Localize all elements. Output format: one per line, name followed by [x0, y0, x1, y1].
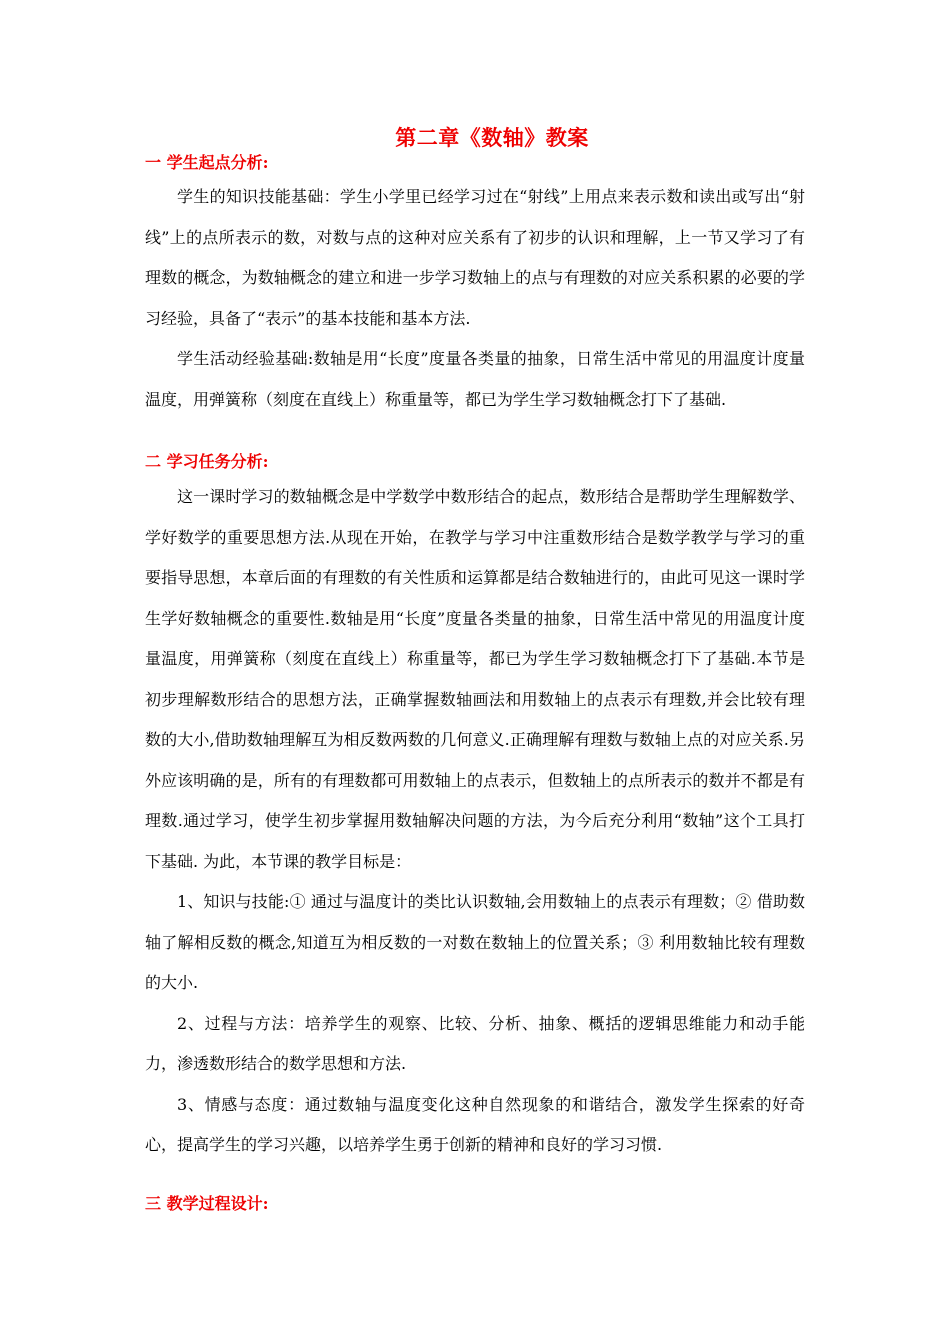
section-heading-1: 一 学生起点分析: — [145, 153, 269, 172]
document-title: 第二章《数轴》教案 — [395, 125, 589, 150]
paragraph: 3、情感与态度：通过数轴与温度变化这种自然现象的和谐结合，激发学生探索的好奇心，提高学生的学习兴趣，以培养学生勇于创新的精神和良好的学习习惯. — [145, 1094, 805, 1154]
section-heading-3: 三 教学过程设计: — [145, 1194, 269, 1213]
paragraph: 学生活动经验基础:数轴是用“长度”度量各类量的抽象，日常生活中常见的用温度计度量温度，用弹簧称（刻度在直线上）称重量等，都已为学生学习数轴概念打下了基础. — [145, 349, 805, 409]
section-body-2 — [145, 477, 805, 1166]
paragraph: 2、过程与方法：培养学生的观察、比较、分析、抽象、概括的逻辑思维能力和动手能力，渗透数形结合的数学思想和方法. — [145, 1013, 805, 1073]
paragraph: 1、知识与技能:① 通过与温度计的类比认识数轴,会用数轴上的点表示有理数；② 借助数轴了解相反数的概念,知道互为相反数的一对数在数轴上的位置关系；③ 利用数轴比较有理数的大小. — [145, 892, 805, 992]
paragraph: 这一课时学习的数轴概念是中学数学中数形结合的起点，数形结合是帮助学生理解数学、学好数学的重要思想方法.从现在开始，在教学与学习中注重数形结合是数学教学与学习的重要指导思想，本章后面的有理数的有关性质和运算都是结合数轴进行的，由此可见这一课时学生学好数轴概念的重要性.数轴是用“长度”度量各类量的抽象，日常生活中常见的用温度计度量温度，用弹簧称（刻度在直线上）称重量等，都已为学生学习数轴概念打下了基础.本节是初步理解数形结合的思想方法，正确掌握数轴画法和用数轴上的点表示有理数,并会比较有理数的大小,借助数轴理解互为相反数两数的几何意义.正确理解有理数与数轴上点的对应关系.另外应该明确的是，所有的有理数都可用数轴上的点表示，但数轴上的点所表示的数并不都是有理数.通过学习，使学生初步掌握用数轴解决问题的方法，为今后充分利用“数轴”这个工具打下基础. 为此，本节课的教学目标是： — [145, 487, 805, 871]
section-body-1 — [145, 177, 805, 420]
paragraph: 学生的知识技能基础：学生小学里已经学习过在“射线”上用点来表示数和读出或写出“射线”上的点所表示的数，对数与点的这种对应关系有了初步的认识和理解，上一节又学习了有理数的概念，为数轴概念的建立和进一步学习数轴上的点与有理数的对应关系积累的必要的学习经验，具备了“表示”的基本技能和基本方法. — [145, 187, 805, 328]
section-heading-2: 二 学习任务分析: — [145, 452, 269, 471]
